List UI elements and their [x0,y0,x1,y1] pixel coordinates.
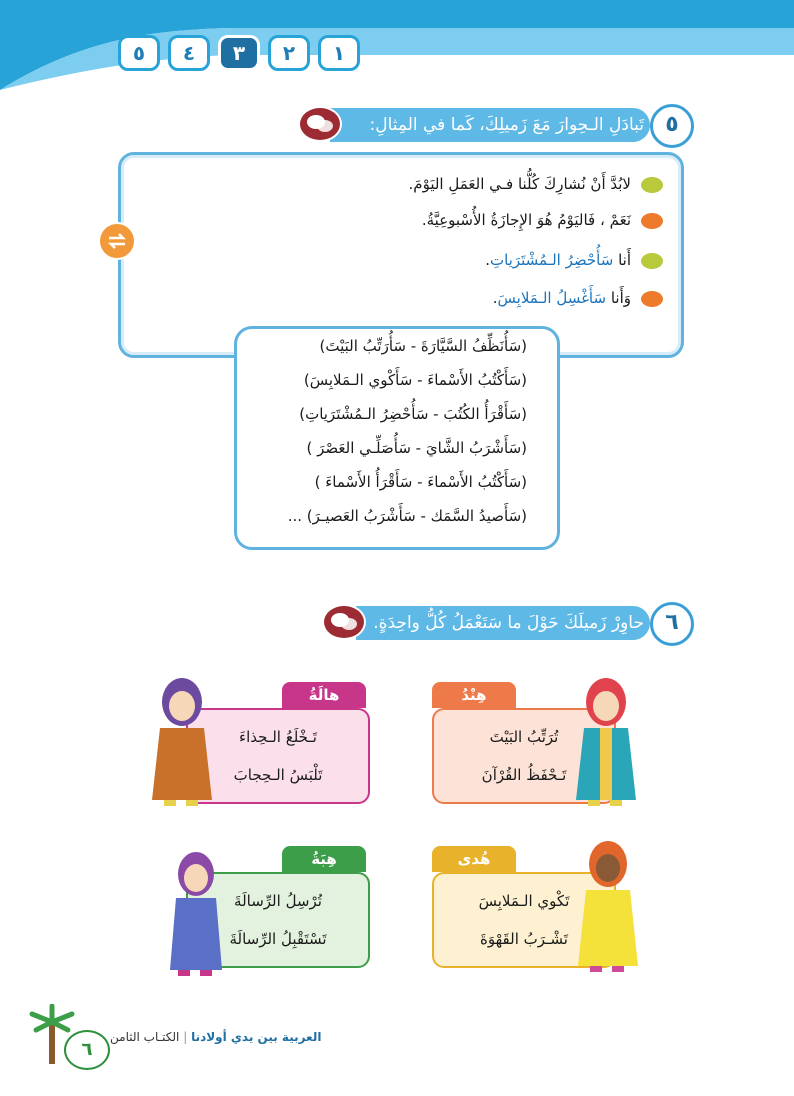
girl-hala-illustration [140,672,220,812]
speech-bubbles-icon [322,604,366,640]
lesson-tab-5[interactable]: ٥ [118,35,160,71]
girl-hind-illustration [566,672,646,812]
book-title: العربية بين يدي أولادنا [191,1030,322,1044]
page-number: ٦ [64,1030,110,1070]
option-line-3: (سَأَقْرَأُ الكُتُبَ - سَأُحْضِرُ الـمُشْتَرَياتِ) [299,405,527,423]
card-line: تَشْـرَبُ القَهْوَةَ [480,930,568,948]
speech-bubble-icon [641,291,663,307]
lesson-tab-3-active[interactable]: ٣ [218,35,260,71]
dialogue-line-2: نَعَمْ ، فَاليَوْمُ هُوَ الإِجازَةُ الأُسْبوعِيَّةُ. [421,211,631,229]
card-line: تُرْسِلُ الرِّسالَةَ [234,892,322,910]
footer-separator: | [183,1030,188,1044]
card-line: تُرَتِّبُ البَيْتَ [489,728,559,746]
lesson-tab-1[interactable]: ١ [318,35,360,71]
dialogue-line-3: أَنا سَأُحْضِرُ الـمُشْتَرَياتِ. [485,251,631,269]
swap-roles-icon [98,222,136,260]
exercise-5-number: ٥ [650,104,694,148]
speech-bubbles-icon [298,106,342,142]
dialogue-line-4: وَأَنا سَأَغْسِلُ الـمَلابِسَ. [492,289,631,307]
card-name-huda: هُدى [432,846,516,872]
exercise-6-instruction: حاوِرْ زَميلَكَ حَوْلَ ما سَتَعْمَلُ كُلُّ واحِدَةٍ. [373,613,644,633]
card-line: تَلْبَسُ الـحِجابَ [233,766,323,784]
card-name-hiba: هِبَةُ [282,846,366,872]
speech-bubble-icon [641,213,663,229]
option-line-1: (سَأُنَظِّفُ السَّيَّارَةَ - سَأُرَتِّبُ البَيْتَ) [319,337,527,355]
option-line-5: (سَأَكْتُبُ الأَسْماءَ - سَأَقْرَأُ الأَسْماءَ ) [314,473,527,491]
speech-bubble-icon [641,253,663,269]
book-volume: الكتـاب الثامن [110,1030,180,1044]
card-name-hala: هالَةُ [282,682,366,708]
options-box [234,326,560,550]
lesson-tab-2[interactable]: ٢ [268,35,310,71]
card-name-hind: هِنْدُ [432,682,516,708]
option-line-6: (سَأَصيدُ السَّمَك - سَأَشْرَبُ العَصيـرَ) ... [287,507,527,525]
card-line: تَسْتَقْبِلُ الرِّسالَةَ [229,930,327,948]
card-line: تَـحْفَظُ القُرْآنَ [481,766,567,784]
speech-bubble-icon [641,177,663,193]
footer-book-title [110,1030,321,1044]
card-line: تَكْوي الـمَلابِسَ [478,892,570,910]
option-line-2: (سَأَكْتُبُ الأَسْماءَ - سَأَكْوي الـمَلابِسَ) [303,371,527,389]
exercise-5-instruction: تَبادَلِ الـحِوارَ مَعَ زَميلِكَ، كَما في المِثالِ: [369,115,644,135]
card-line: تَـخْلَعُ الـحِذاءَ [239,728,317,746]
exercise-6-number: ٦ [650,602,694,646]
lesson-tab-4[interactable]: ٤ [168,35,210,71]
girl-hiba-illustration [160,846,230,986]
girl-huda-illustration [570,836,642,982]
dialogue-line-1: لابُدَّ أَنْ نُشارِكَ كُلُّنا فـي العَمَلِ اليَوْمَ. [408,175,631,193]
option-line-4: (سَأَشْرَبُ الشَّايَ - سَأُصَلِّـي العَصْرَ ) [306,439,527,457]
